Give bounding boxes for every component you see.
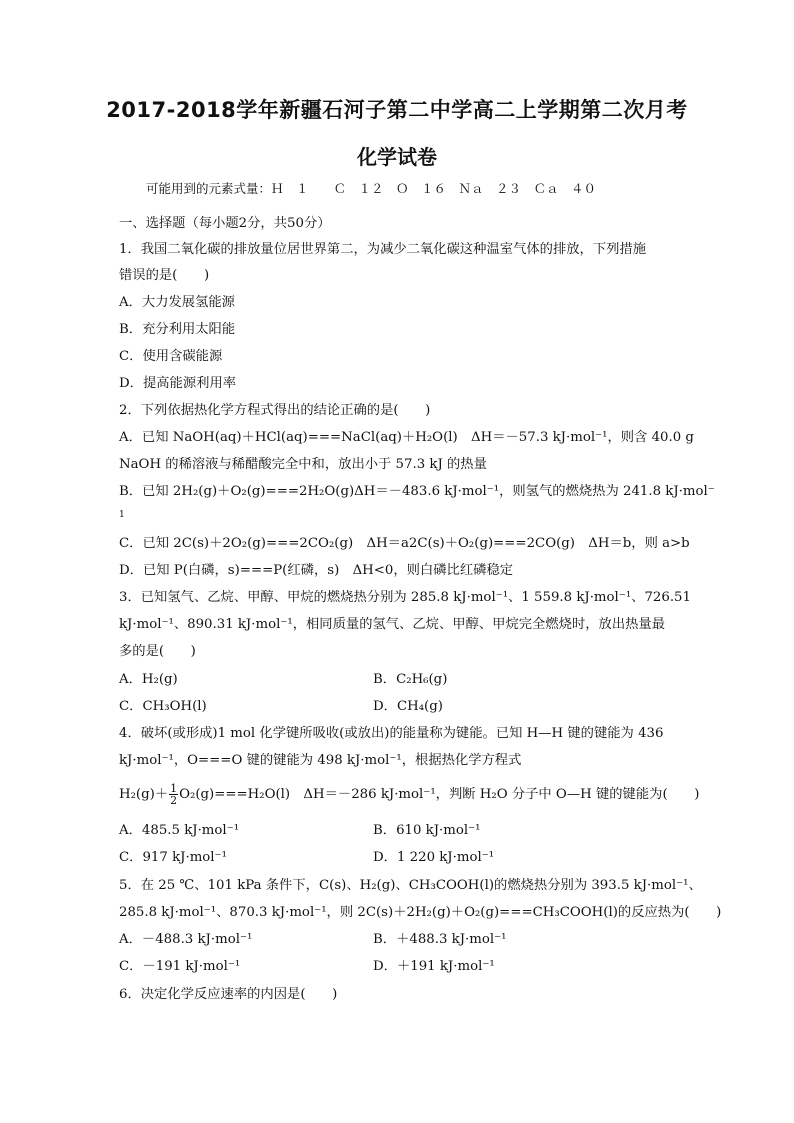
- q1-option-a: A．大力发展氢能源: [119, 295, 235, 310]
- exam-title: 2017-2018学年新疆石河子第二中学高二上学期第二次月考: [106, 98, 688, 122]
- q6-stem: 6．决定化学反应速率的内因是( ): [119, 987, 338, 1002]
- q2-option-a-line2: NaOH 的稀溶液与稀醋酸完全中和，放出小于 57.3 kJ 的热量: [119, 457, 487, 472]
- q3-stem-line3: 多的是( ): [119, 644, 196, 659]
- q5-option-c: C．－191 kJ·mol⁻¹: [119, 959, 241, 974]
- q4-equation-left: H₂(g)＋: [119, 787, 169, 802]
- q4-option-c: C．917 kJ·mol⁻¹: [119, 850, 227, 865]
- q4-equation-right: O₂(g)===H₂O(l) ΔH＝－286 kJ·mol⁻¹，判断 H₂O 分子中 O—H 键的键能为( ): [179, 787, 700, 802]
- q3-stem-line2: kJ·mol⁻¹、890.31 kJ·mol⁻¹，相同质量的氢气、乙烷、甲醇、甲烷完全燃烧时，放出热量最: [119, 617, 666, 632]
- q5-option-b: B．＋488.3 kJ·mol⁻¹: [373, 932, 507, 947]
- q2-option-d: D．已知 P(白磷，s)===P(红磷，s) ΔH<0，则白磷比红磷稳定: [119, 563, 514, 578]
- q3-option-a: A．H₂(g): [119, 672, 178, 687]
- q4-equation: [119, 783, 699, 806]
- q1-option-c: C．使用含碳能源: [119, 349, 223, 364]
- q1-option-b: B．充分利用太阳能: [119, 322, 236, 337]
- q2-option-c: C．已知 2C(s)＋2O₂(g)===2CO₂(g) ΔH＝a2C(s)＋O₂(g)===2CO(g) ΔH＝b，则 a>b: [119, 536, 690, 551]
- q1-stem-line1: 1．我国二氧化碳的排放量位居世界第二，为减少二氧化碳这种温室气体的排放，下列措施: [119, 242, 647, 257]
- q3-option-c: C．CH₃OH(l): [119, 699, 207, 714]
- q4-fraction-denominator: 2: [170, 794, 178, 807]
- q1-stem-line2: 错误的是( ): [119, 268, 210, 283]
- q2-option-b-line2: 1: [119, 510, 125, 520]
- q2-option-a-line1: A．已知 NaOH(aq)＋HCl(aq)===NaCl(aq)＋H₂O(l) ΔH＝－57.3 kJ·mol⁻¹，则含 40.0 g: [119, 430, 694, 445]
- q4-stem-line2: kJ·mol⁻¹，O===O 键的键能为 498 kJ·mol⁻¹，根据热化学方程式: [119, 753, 522, 768]
- q4-fraction-one-half: [169, 783, 178, 806]
- q5-option-a: A．－488.3 kJ·mol⁻¹: [119, 932, 253, 947]
- section-heading: 一、选择题（每小题2分，共50分）: [119, 216, 331, 231]
- exam-subtitle: 化学试卷: [357, 145, 437, 169]
- q2-option-b-line1: B．已知 2H₂(g)＋O₂(g)===2H₂O(g)ΔH＝－483.6 kJ·mol⁻¹，则氢气的燃烧热为 241.8 kJ·mol⁻: [119, 484, 715, 499]
- q1-option-d: D．提高能源利用率: [119, 376, 237, 391]
- q3-option-d: D．CH₄(g): [373, 699, 443, 714]
- atomic-masses: 可能用到的元素式量：Ｈ １ Ｃ １２ Ｏ １６ Ｎａ ２３ Ｃａ ４０: [146, 181, 597, 196]
- q4-fraction-numerator: 1: [170, 782, 178, 795]
- q2-stem: 2．下列依据热化学方程式得出的结论正确的是( ): [119, 403, 431, 418]
- q4-option-a: A．485.5 kJ·mol⁻¹: [119, 823, 240, 838]
- q4-option-d: D．1 220 kJ·mol⁻¹: [373, 850, 495, 865]
- q5-stem-line1: 5．在 25 ℃、101 kPa 条件下，C(s)、H₂(g)、CH₃COOH(l)的燃烧热分别为 393.5 kJ·mol⁻¹、: [119, 878, 702, 893]
- q5-option-d: D．＋191 kJ·mol⁻¹: [373, 959, 495, 974]
- q3-stem-line1: 3．已知氢气、乙烷、甲醇、甲烷的燃烧热分别为 285.8 kJ·mol⁻¹、1 559.8 kJ·mol⁻¹、726.51: [119, 590, 691, 605]
- q3-option-b: B．C₂H₆(g): [373, 672, 448, 687]
- q4-stem-line1: 4．破坏(或形成)1 mol 化学键所吸收(或放出)的能量称为键能。已知 H—H 键的键能为 436: [119, 726, 664, 741]
- q5-stem-line2: 285.8 kJ·mol⁻¹、870.3 kJ·mol⁻¹，则 2C(s)＋2H₂(g)＋O₂(g)===CH₃COOH(l)的反应热为( ): [119, 905, 722, 920]
- q4-option-b: B．610 kJ·mol⁻¹: [373, 823, 481, 838]
